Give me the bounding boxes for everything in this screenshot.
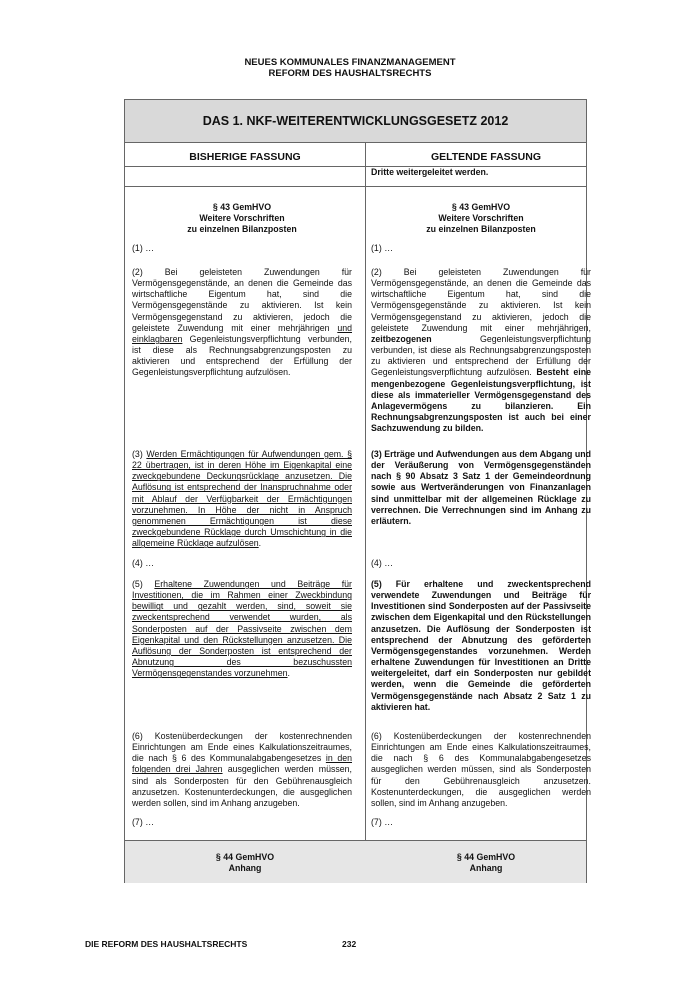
header-line-1: NEUES KOMMUNALES FINANZMANAGEMENT <box>244 57 456 68</box>
paragraph-1-right: (1) … <box>371 243 393 253</box>
next-section-left <box>125 852 365 874</box>
section-title: Weitere Vorschriften <box>438 213 524 224</box>
paragraph-5-left: (5) Erhaltene Zuwendungen und Beiträge für Investitionen, die im Rahmen einer Zweckbindung bewilligt und gezahlt werden, sind, soweit sie zweckentsprechend verwendet wurden, als Sonderposten auf der Passivseite zwischen dem Eigenkapital und den Rückstellungen anzusetzen. Die Auflösung der Sonderposten ist entsprechend der Abnutzung des bezuschussten Vermögensgegenstandes vorzunehmen. <box>132 579 352 679</box>
carry-over-text: Dritte weitergeleitet werden. <box>371 167 489 177</box>
footer-title: DIE REFORM DES HAUSHALTSRECHTS <box>85 939 248 949</box>
carry-divider <box>125 186 586 187</box>
paragraph-2-left: (2) Bei geleisteten Zuwendungen für Vermögensgegenstände, an denen die Gemeinde das wirtschaftliche Eigentum hat, sind die Vermögensgegenstände zu aktivieren. Ist kein Vermögensgegenstand zu aktivieren, jedoch die geleistete Zuwendung mit einer mehrjährigen und einklagbaren Gegenleistungsverpflichtung verbunden, ist diese als Rechnungsabgrenzungsposten zu aktivieren und entsprechend der Erfüllung der Gegenleistungsverpflichtung aufzulösen. <box>132 267 352 378</box>
paragraph-5-right: (5) Für erhaltene und zweckentsprechend verwendete Zuwendungen und Beiträge für Investitionen sind Sonderposten auf der Passivseite zwischen dem Eigenkapital und den Rückstellungen anzusetzen. Die Auflösung der Sonderposten ist entsprechend der Abnutzung des geförderten Vermögensgegenstandes vorzunehmen. Werden erhaltene Zuwendungen für Investitionen an Dritte weitergeleitet, darf ein Sonderposten nur gebildet werden, wenn die Gemeinde die geförderten Vermögensgegenstände nach Absatz 2 Satz 1 zu aktivieren hat. <box>371 579 591 712</box>
section-number: § 43 GemHVO <box>451 202 511 212</box>
table-title: DAS 1. NKF-WEITERENTWICKLUNGSGESETZ 2012 <box>125 100 586 143</box>
section-heading-right <box>371 202 591 235</box>
paragraph-4-right: (4) … <box>371 558 393 568</box>
paragraph-7-left: (7) … <box>132 817 154 827</box>
page-number: 232 <box>342 939 357 949</box>
section-number: § 44 GemHVO <box>456 852 516 862</box>
next-section-right <box>366 852 606 874</box>
paragraph-6-left: (6) Kostenüberdeckungen der kostenrechnenden Einrichtungen am Ende eines Kalkulationszeitraumes, die nach § 6 des Kommunalabgabengesetzes in den folgenden drei Jahren ausgeglichen werden müssen, sind als Sonderposten für den Gebührenausgleich anzusetzen. Kostenunterdeckungen, die ausgeglichen werden sollen, sind im Anhang anzugeben. <box>132 731 352 808</box>
section-number: § 44 GemHVO <box>215 852 275 862</box>
section-subtitle: zu einzelnen Bilanzposten <box>187 224 297 235</box>
section-title: Anhang <box>469 863 503 873</box>
paragraph-1-left: (1) … <box>132 243 154 253</box>
section-title: Weitere Vorschriften <box>199 213 285 224</box>
paragraph-7-right: (7) … <box>371 817 393 827</box>
section-subtitle: zu einzelnen Bilanzposten <box>426 224 536 235</box>
section-number: § 43 GemHVO <box>212 202 272 212</box>
paragraph-3-right: (3) Erträge und Aufwendungen aus dem Abgang und der Veräußerung von Vermögensgegenständen nach § 90 Absatz 3 Satz 1 der Gemeindeordnung sowie aus Wertveränderungen von Finanzanlagen sind unmittelbar mit der allgemeinen Rücklage zu verrechnen. Die Verrechnungen sind im Anhang zu erläutern. <box>371 449 591 526</box>
section-title: Anhang <box>228 863 262 873</box>
next-section-row <box>125 840 586 883</box>
document-header <box>0 57 700 79</box>
comparison-table <box>124 99 591 883</box>
header-line-2: REFORM DES HAUSHALTSRECHTS <box>268 68 432 79</box>
paragraph-2-right: (2) Bei geleisteten Zuwendungen für Vermögensgegenstände, an denen die Gemeinde das wirtschaftliche Eigentum hat, sind die Vermögensgegenstände zu aktivieren. Ist kein Vermögensgegenstand zu aktivieren, jedoch die geleistete Zuwendung mit einer mehrjährigen, zeitbezogenen Gegenleistungsverpflichtung verbunden, ist diese als Rechnungsabgrenzungsposten zu aktivieren und entsprechend der Erfüllung der Gegenleistungsverpflichtung aufzulösen. Besteht eine mengenbezogene Gegenleistungsverpflichtung, ist diese als immaterieller Vermögensgegenstand des Anlagevermögens zu bilanzieren. Ein Rechnungsabgrenzungsposten ist auch bei einer Sachzuwendung zu bilden. <box>371 267 591 434</box>
paragraph-3-left: (3) Werden Ermächtigungen für Aufwendungen gem. § 22 übertragen, ist in deren Höhe im Eigenkapital eine zweckgebundene Deckungsrücklage anzusetzen. Die Auflösung ist entsprechend der Inanspruchnahme oder mit Ablauf der Verfügbarkeit der Ermächtigungen vorzunehmen. In Höhe der nicht in Anspruch genommenen Ermächtigungen ist diese zweckgebundene Rücklage durch Umschichtung in die allgemeine Rücklage aufzulösen. <box>132 449 352 549</box>
section-heading-left <box>132 202 352 235</box>
paragraph-6-right: (6) Kostenüberdeckungen der kostenrechnenden Einrichtungen am Ende eines Kalkulationszeitraumes, die nach § 6 des Kommunalabgabengesetzes ausgeglichen werden müssen, sind als Sonderposten für den Gebührenausgleich anzusetzen. Kostenunterdeckungen, die ausgeglichen werden sollen, sind im Anhang anzugeben. <box>371 731 591 808</box>
paragraph-4-left: (4) … <box>132 558 154 568</box>
column-header-right: GELTENDE FASSUNG <box>430 151 542 163</box>
column-divider <box>365 142 366 882</box>
column-header-left: BISHERIGE FASSUNG <box>189 151 301 163</box>
